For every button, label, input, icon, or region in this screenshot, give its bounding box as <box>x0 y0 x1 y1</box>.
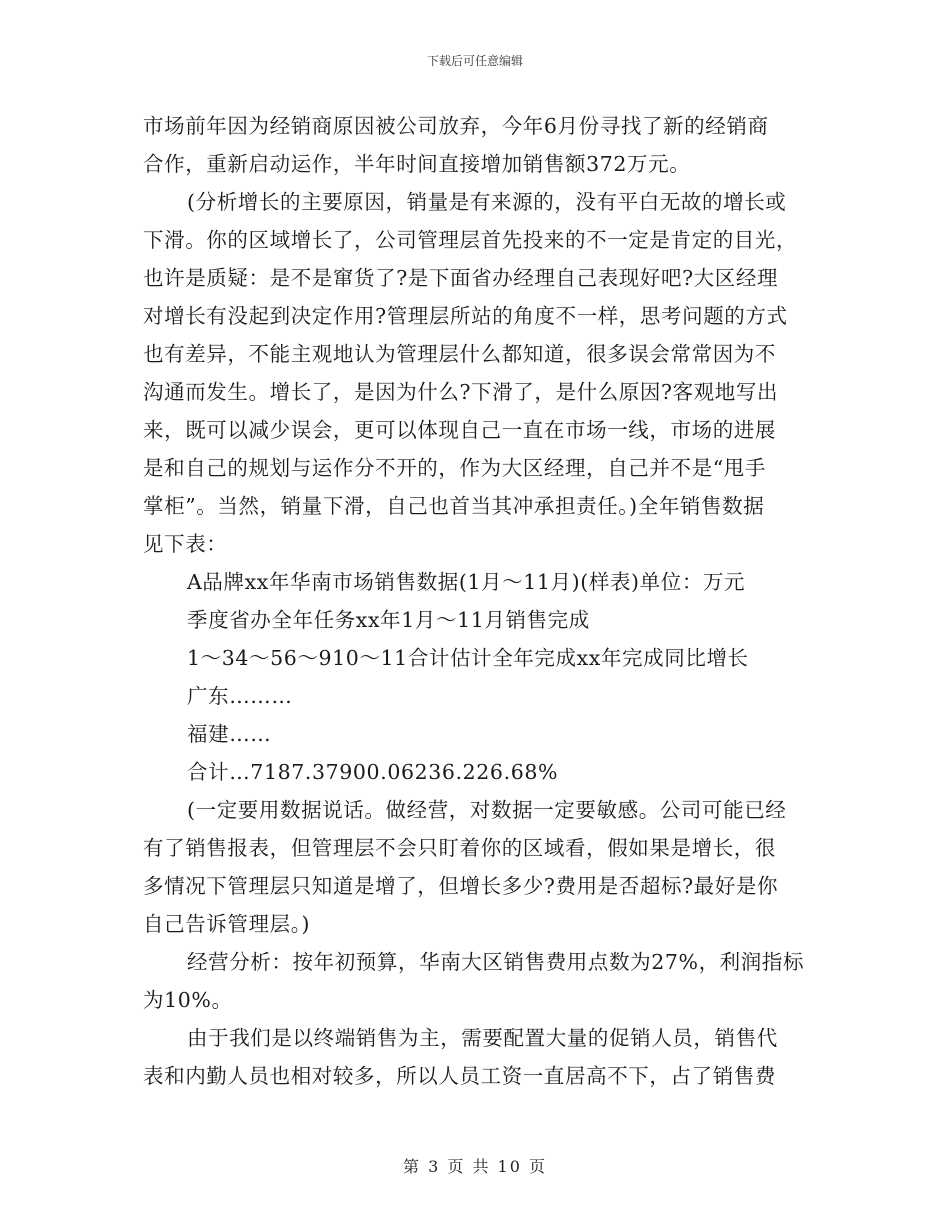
text-line: 来，既可以减少误会，更可以体现自己一直在市场一线，市场的进展 <box>143 418 776 442</box>
text-line: 沟通而发生。增长了，是因为什么?下滑了，是什么原因?客观地写出 <box>143 380 779 404</box>
text-line: (一定要用数据说话。做经营，对数据一定要敏感。公司可能已经 <box>187 798 787 822</box>
text-line: 季度省办全年任务xx年1月～11月销售完成 <box>187 608 590 632</box>
text-line: 由于我们是以终端销售为主，需要配置大量的促销人员，销售代 <box>187 1026 778 1050</box>
text-line: 多情况下管理层只知道是增了，但增长多少?费用是否超标?最好是你 <box>143 874 779 898</box>
text-line: 是和自己的规划与运作分不开的，作为大区经理，自己并不是“甩手 <box>143 456 766 480</box>
text-line: 掌柜”。当然，销量下滑，自己也首当其冲承担责任。)全年销售数据 <box>143 494 765 518</box>
text-line: 市场前年因为经销商原因被公司放弃，今年6月份寻找了新的经销商 <box>143 114 769 138</box>
text-line: 合计…7187.37900.06236.226.68% <box>187 760 559 784</box>
text-line: 自己告诉管理层。) <box>143 912 311 936</box>
text-line: 表和内勤人员也相对较多，所以人员工资一直居高不下，占了销售费 <box>143 1064 776 1088</box>
text-line: 对增长有没起到决定作用?管理层所站的角度不一样，思考问题的方式 <box>143 304 788 328</box>
text-line: 为10%。 <box>143 988 233 1012</box>
text-line: 见下表： <box>143 532 228 556</box>
text-line: 也有差异，不能主观地认为管理层什么都知道，很多误会常常因为不 <box>143 342 776 366</box>
text-line: 合作，重新启动运作，半年时间直接增加销售额372万元。 <box>143 152 691 176</box>
document-body <box>143 107 808 1095</box>
text-line: 福建…… <box>187 722 272 746</box>
page-header: 下载后可任意编辑 <box>426 54 523 68</box>
text-line: 也许是质疑：是不是窜货了?是下面省办经理自己表现好吧?大区经理 <box>143 266 779 290</box>
text-line: A品牌xx年华南市场销售数据(1月～11月)(样表)单位：万元 <box>187 570 746 594</box>
text-line: 有了销售报表，但管理层不会只盯着你的区域看，假如果是增长，很 <box>143 836 776 860</box>
text-line: (分析增长的主要原因，销量是有来源的，没有平白无故的增长或 <box>187 190 787 214</box>
text-line: 广东……… <box>187 684 293 708</box>
text-line: 1～34～56～910～11合计估计全年完成xx年完成同比增长 <box>187 646 749 670</box>
page-number: 第 3 页 共 10 页 <box>403 1157 547 1176</box>
text-line: 经营分析：按年初预算，华南大区销售费用点数为27%，利润指标 <box>187 950 805 974</box>
text-line: 下滑。你的区域增长了，公司管理层首先投来的不一定是肯定的目光， <box>143 228 798 252</box>
